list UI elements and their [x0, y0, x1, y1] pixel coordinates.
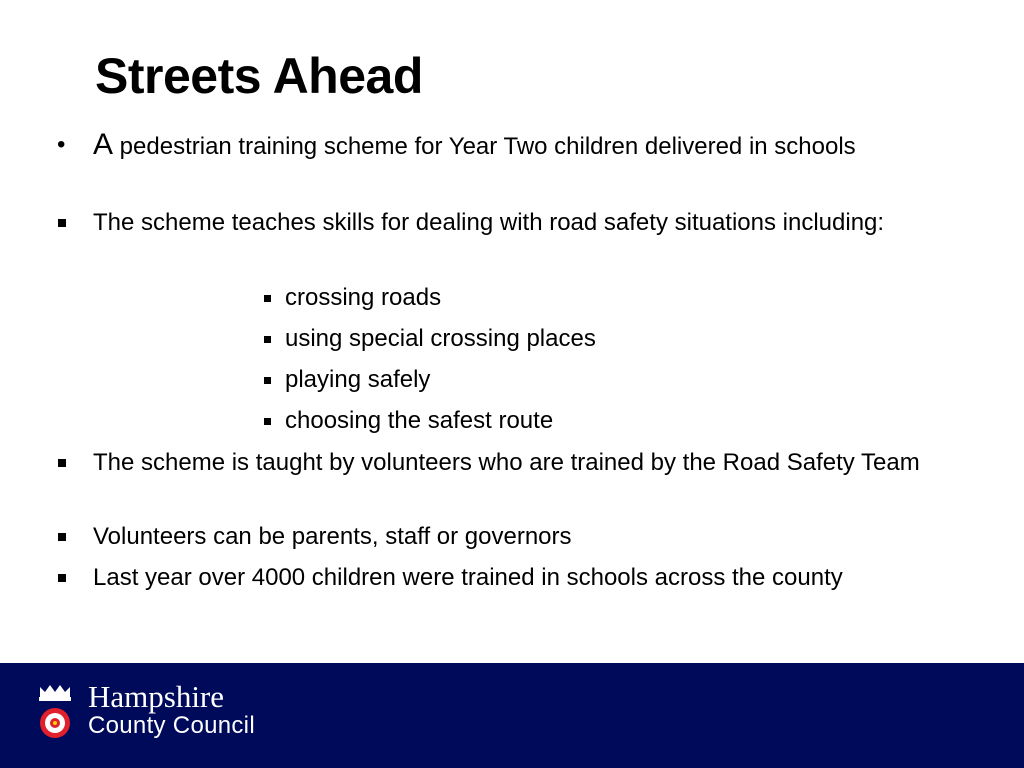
bullet-item: [93, 561, 923, 595]
sub-bullet-text: crossing roads: [285, 284, 442, 311]
sub-bullet-text: using special crossing places: [285, 325, 596, 352]
bullet-square: [264, 418, 271, 425]
org-subname: County Council: [88, 712, 255, 739]
org-name: Hampshire: [88, 679, 225, 714]
sub-bullet-item: [285, 322, 596, 356]
bullet-square: [58, 574, 66, 582]
bullet-text: The scheme teaches skills for dealing with road safety situations including:: [93, 209, 885, 236]
bullet-text: pedestrian training scheme for Year Two children delivered in schools: [113, 133, 856, 160]
bullet-square: [58, 459, 66, 467]
bullet-text: Last year over 4000 children were trained in schools across the county: [93, 564, 843, 591]
footer-bar: [0, 663, 1024, 768]
sub-bullet-text: playing safely: [285, 366, 431, 393]
bullet-text: Volunteers can be parents, staff or governors: [93, 523, 572, 550]
sub-bullet-item: [285, 281, 441, 315]
bullet-dot: •: [57, 131, 66, 158]
bullet-square: [264, 295, 271, 302]
bullet-item: [93, 446, 923, 480]
sub-bullet-text: choosing the safest route: [285, 407, 554, 434]
sub-bullet-item: [285, 404, 553, 438]
bullet-square: [58, 533, 66, 541]
bullet-initial-letter: A: [93, 128, 114, 161]
bullet-item: [93, 206, 923, 240]
bullet-item: [93, 520, 923, 554]
sub-bullet-item: [285, 363, 430, 397]
bullet-square: [264, 336, 271, 343]
hampshire-crest-icon: [34, 683, 76, 741]
bullet-square: [58, 219, 66, 227]
bullet-item: [57, 128, 923, 164]
bullet-text: The scheme is taught by volunteers who are trained by the Road Safety Team: [93, 449, 920, 476]
slide-title: Streets Ahead: [95, 48, 423, 104]
bullet-square: [264, 377, 271, 384]
